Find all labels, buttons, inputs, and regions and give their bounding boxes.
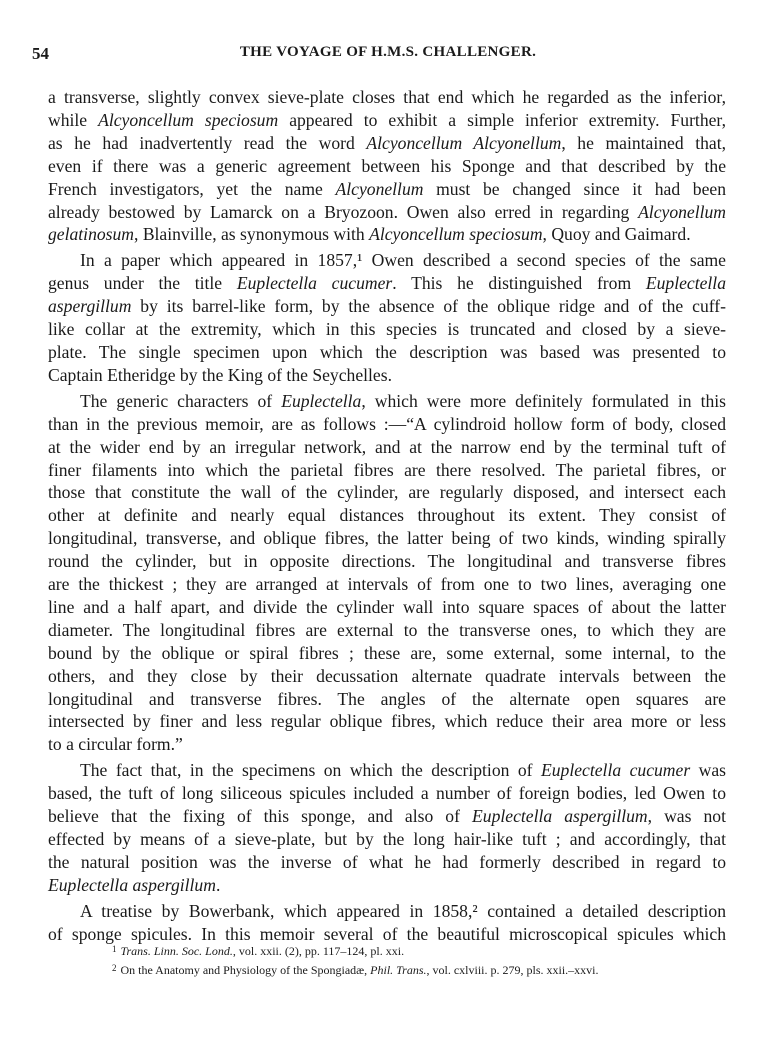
text-line: genus under the title Euplectella cucumer. This he distinguished from Euplectella xyxy=(48,273,726,294)
text-line: of sponge spicules. In this memoir several of the beautiful microscopical spicules which xyxy=(48,923,726,944)
text-line: line and a half apart, and divide the cylinder wall into square spaces of about the latter xyxy=(48,596,726,617)
footnote-2: $^2$ On the Anatomy and Physiology of the Spongiadæ, Phil. Trans., vol. cxlviii. p. 279, pls. xxii.–xxvi. xyxy=(112,962,599,977)
text-line: are the thickest ; they are arranged at intervals of from one to two lines, averaging one xyxy=(48,574,726,595)
running-title: THE VOYAGE OF H.M.S. CHALLENGER. xyxy=(239,44,537,60)
text-line: The generic characters of Euplectella, which were more definitely formulated in this xyxy=(80,390,726,411)
text-line: those that constitute the wall of the cylinder, are regularly disposed, and intersect each xyxy=(48,482,726,503)
text-line: while Alcyoncellum speciosum appeared to exhibit a simple inferior extremity. Further, xyxy=(48,109,726,130)
text-line: already bestowed by Lamarck on a Bryozoon. Owen also erred in regarding Alcyonellum xyxy=(48,201,726,222)
footnote-1: $^1$ Trans. Linn. Soc. Lond., vol. xxii. (2), pp. 117–124, pl. xxi. xyxy=(112,944,405,958)
text-line: Euplectella aspergillum. xyxy=(48,874,221,895)
text-line: The fact that, in the specimens on which the description of Euplectella cucumer was xyxy=(80,760,726,781)
text-line: In a paper which appeared in 1857,¹ Owen described a second species of the same xyxy=(80,250,726,271)
text-line: than in the previous memoir, are as follows :—“A cylindroid hollow form of body, closed xyxy=(48,413,726,434)
text-line: others, and they close by their decussation alternate quadrate intervals between the xyxy=(48,665,726,686)
text-line: even if there was a generic agreement between his Sponge and that described by the xyxy=(48,155,726,176)
text-line: aspergillum by its barrel-like form, by the absence of the oblique ridge and of the cuff- xyxy=(48,296,726,317)
text-line: finer filaments into which the parietal fibres are there resolved. The parietal fibres, or xyxy=(48,459,726,480)
text-line: like collar at the extremity, which in this species is truncated and closed by a sieve- xyxy=(48,319,726,340)
text-line: gelatinosum, Blainville, as synonymous with Alcyoncellum speciosum, Quoy and Gaimard. xyxy=(48,224,691,245)
text-line: longitudinal, transverse, and oblique fibres, the latter being of two kinds, winding spirally xyxy=(48,528,726,549)
text-line: round the cylinder, but in opposite directions. The longitudinal and transverse fibres xyxy=(48,551,726,572)
text-line: other at definite and nearly equal distances throughout its extent. They consist of xyxy=(48,505,726,526)
text-line: the natural position was the inverse of what he had formerly described in regard to xyxy=(48,851,726,872)
text-line: diameter. The longitudinal fibres are external to the transverse ones, to which they are xyxy=(48,619,726,640)
text-line: as he had inadvertently read the word Alcyoncellum Alcyonellum, he maintained that, xyxy=(48,132,727,153)
text-line: to a circular form.” xyxy=(48,734,183,755)
text-line: at the wider end by an irregular network, and at the narrow end by the terminal tuft of xyxy=(48,436,726,457)
text-line: plate. The single specimen upon which the description was based was presented to xyxy=(48,341,726,362)
body-text xyxy=(48,86,726,946)
text-line: bound by the oblique or spiral fibres ; these are, some external, some internal, to the xyxy=(48,642,726,663)
text-line: French investigators, yet the name Alcyonellum must be changed since it had been xyxy=(48,178,726,199)
text-line: longitudinal and transverse fibres. The angles of the alternate open squares are xyxy=(48,688,726,709)
page-number: 54 xyxy=(32,44,49,63)
text-line: based, the tuft of long siliceous spicules included a number of foreign bodies, led Owen to xyxy=(48,783,726,804)
text-line: A treatise by Bowerbank, which appeared in 1858,² contained a detailed description xyxy=(80,900,726,921)
footnotes xyxy=(112,941,732,978)
text-line: Captain Etheridge by the King of the Seychelles. xyxy=(48,364,392,385)
text-line: a transverse, slightly convex sieve-plate closes that end which he regarded as the inferior, xyxy=(48,87,726,107)
text-line: believe that the fixing of this sponge, and also of Euplectella aspergillum, was not xyxy=(48,806,726,827)
text-line: effected by means of a sieve-plate, but by the long hair-like tuft ; and accordingly, that xyxy=(48,829,726,849)
page-header xyxy=(32,44,744,68)
text-line: intersected by finer and less regular oblique fibres, which reduce their area more or less xyxy=(48,711,726,732)
